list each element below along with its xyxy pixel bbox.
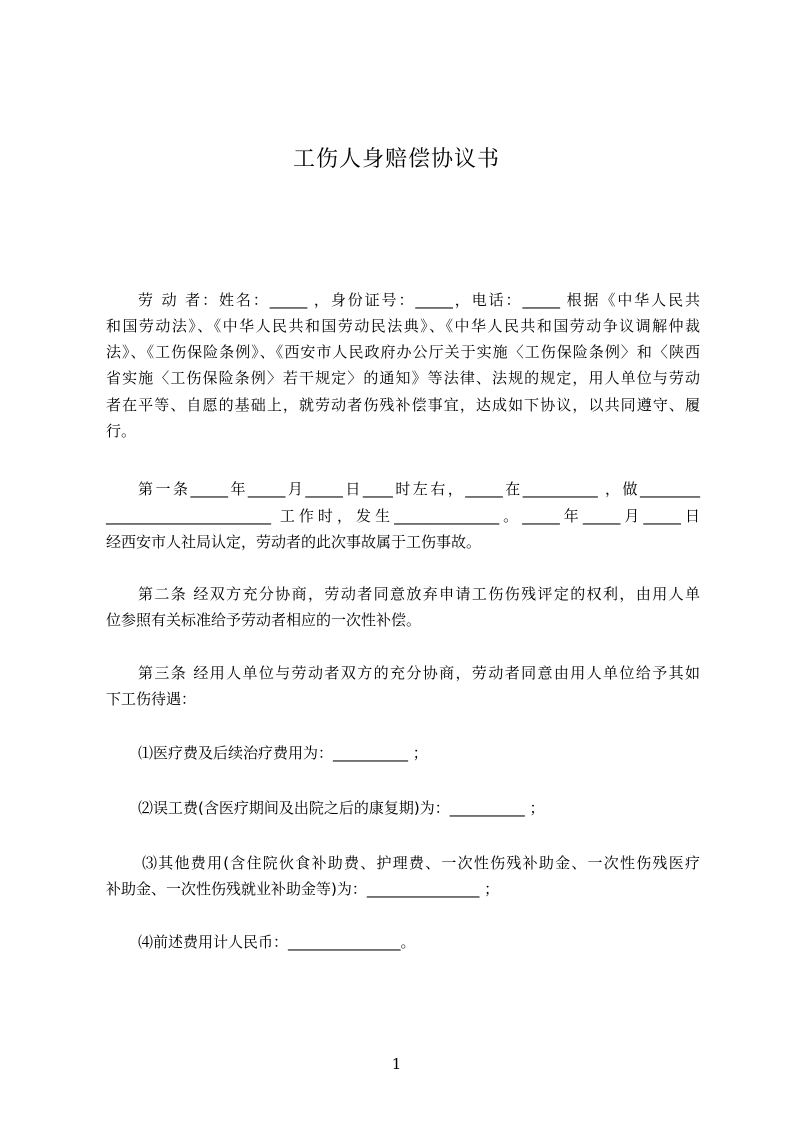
item-3-line: ⑶其他费用(含住院伙食补助费、护理费、一次性伤残补助金、一次性伤残医疗	[142, 854, 700, 872]
article-1-line: 经西安市人社局认定，劳动者的此次事故属于工伤事故。	[106, 533, 482, 551]
page-number: 1	[391, 1055, 402, 1073]
article-2-line: 第二条 经双方充分协商，劳动者同意放弃申请工伤伤残评定的权利，由用人单	[138, 585, 700, 603]
document-title: 工伤人身赔偿协议书	[292, 147, 500, 172]
preamble-line: 和国劳动法》、《中华人民共和国劳动民法典》、《中华人民共和国劳动争议调解仲裁	[106, 317, 700, 335]
preamble-line: 劳 动 者：姓名：_____ ，身份证号：_____，电话：_____ 根据《中华人民共	[138, 291, 700, 309]
item-1-medical-fee: ⑴医疗费及后续治疗费用为：__________ ；	[138, 744, 428, 762]
item-4-total: ⑷前述费用计人民币：_______________。	[138, 933, 416, 951]
article-3-line: 下工伤待遇：	[106, 690, 197, 708]
preamble-line: 者在平等、自愿的基础上，就劳动者伤残补偿事宜，达成如下协议，以共同遵守、履	[106, 396, 700, 414]
item-3-line: 补助金、一次性伤残就业补助金等)为：_______________ ；	[106, 880, 500, 898]
article-1-line: ______________________ 工作时，发生______________。_____年_____月_____日	[106, 507, 700, 525]
preamble-line: 法》、《工伤保险条例》、《西安市人民政府办公厅关于实施〈工伤保险条例〉和〈陕西	[106, 343, 700, 361]
preamble-line: 行。	[106, 422, 137, 440]
preamble-line: 省实施〈工伤保险条例〉若干规定〉的通知》等法律、法规的规定，用人单位与劳动	[106, 369, 700, 387]
item-2-lost-wages: ⑵误工费(含医疗期间及出院之后的康复期)为：__________ ；	[138, 799, 545, 817]
article-1-line: 第一条_____年_____月_____日____时左右，_____在__________ ，做________	[138, 480, 700, 498]
article-3-line: 第三条 经用人单位与劳动者双方的充分协商，劳动者同意由用人单位给予其如	[138, 664, 700, 682]
article-2-line: 位参照有关标准给予劳动者相应的一次性补偿。	[106, 611, 422, 629]
